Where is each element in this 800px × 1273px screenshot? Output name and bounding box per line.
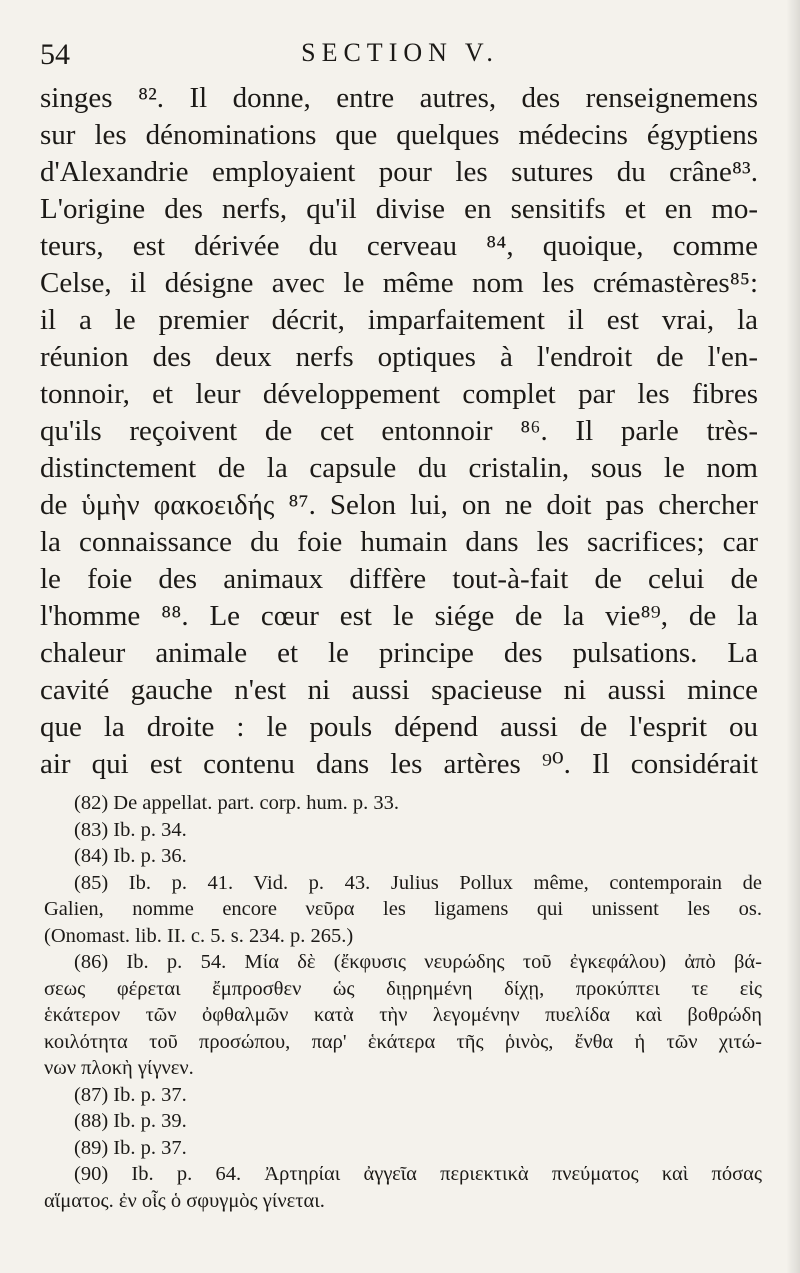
- body-line: il a le premier décrit, imparfaitement il est vrai, la: [40, 304, 758, 336]
- body-line: Celse, il désigne avec le même nom les crémastères⁸⁵:: [40, 267, 758, 299]
- footnote-line: αἵματος. ἐν οἷς ὁ σφυγμὸς γίνεται.: [44, 1189, 325, 1212]
- footnote-line: (82) De appellat. part. corp. hum. p. 33.: [74, 792, 400, 814]
- body-line: air qui est contenu dans les artères ⁹⁰. Il considérait: [40, 748, 758, 780]
- body-line: L'origine des nerfs, qu'il divise en sensitifs et en mo-: [40, 193, 758, 225]
- body-line: teurs, est dérivée du cerveau ⁸⁴, quoique, comme: [40, 230, 758, 262]
- footnote-line: σεως φέρεται ἔμπροσθεν ὡς διῃρημένη δίχῃ, προκύπτει τε εἰς: [44, 977, 762, 1000]
- footnote-line: νων πλοκὴ γίγνεν.: [44, 1057, 194, 1079]
- footnote-line: (87) Ib. p. 37.: [74, 1083, 187, 1106]
- body-line: cavité gauche n'est ni aussi spacieuse ni aussi mince: [40, 674, 758, 706]
- footnote-line: κοιλότητα τοῦ προσώπου, παρ' ἑκάτερα τῆς ῥινὸς, ἔνθα ἡ τῶν χιτώ-: [44, 1030, 762, 1053]
- body-line: sur les dénominations que quelques médecins égyptiens: [40, 119, 758, 151]
- footnote-line: (Onomast. lib. II. c. 5. s. 234. p. 265.): [44, 924, 354, 947]
- body-line: le foie des animaux diffère tout-à-fait de celui de: [40, 563, 758, 595]
- page-header: [40, 38, 760, 78]
- body-line: réunion des deux nerfs optiques à l'endroit de l'en-: [40, 341, 758, 373]
- body-line: la connaissance du foie humain dans les sacrifices; car: [40, 526, 758, 558]
- body-line: d'Alexandrie employaient pour les sutures du crâne⁸³.: [40, 156, 758, 188]
- body-line: tonnoir, et leur développement complet par les fibres: [40, 378, 758, 410]
- body-line: que la droite : le pouls dépend aussi de l'esprit ou: [40, 711, 758, 743]
- body-line: distinctement de la capsule du cristalin, sous le nom: [40, 452, 758, 484]
- footnotes: [44, 790, 762, 1214]
- footnote-line: (86) Ib. p. 54. Μία δὲ (ἔκφυσις νευρώδης τοῦ ἐγκεφάλου) ἀπὸ βά-: [74, 951, 762, 973]
- body-line: qu'ils reçoivent de cet entonnoir ⁸⁶. Il parle très-: [40, 415, 758, 447]
- page-edge-shadow: [786, 0, 800, 1273]
- footnote-line: (84) Ib. p. 36.: [74, 845, 187, 867]
- footnote-line: (83) Ib. p. 34.: [74, 818, 187, 841]
- footnote-line: Galien, nomme encore νεῦρα les ligamens qui unissent les os.: [44, 898, 762, 920]
- footnote-line: (90) Ib. p. 64. Ἀρτηρίαι ἀγγεῖα περιεκτικὰ πνεύματος καὶ πόσας: [74, 1163, 762, 1185]
- footnote-line: (85) Ib. p. 41. Vid. p. 43. Julius Pollux même, contemporain de: [74, 871, 762, 894]
- body-line: de ὑμὴν φακοειδής ⁸⁷. Selon lui, on ne doit pas chercher: [40, 489, 758, 521]
- running-head: SECTION V.: [301, 38, 499, 67]
- body-line: singes ⁸². Il donne, entre autres, des renseignemens: [40, 82, 758, 114]
- body-line: chaleur animale et le principe des pulsations. La: [40, 637, 758, 669]
- page-number: 54: [40, 38, 70, 71]
- body-line: l'homme ⁸⁸. Le cœur est le siége de la vie⁸⁹, de la: [40, 600, 758, 632]
- body-text: [40, 80, 758, 783]
- footnote-line: ἑκάτερον τῶν ὀφθαλμῶν κατὰ τὴν λεγομένην πυελίδα καὶ βοθρώδη: [44, 1004, 762, 1026]
- footnote-line: (88) Ib. p. 39.: [74, 1110, 187, 1132]
- footnote-line: (89) Ib. p. 37.: [74, 1136, 187, 1159]
